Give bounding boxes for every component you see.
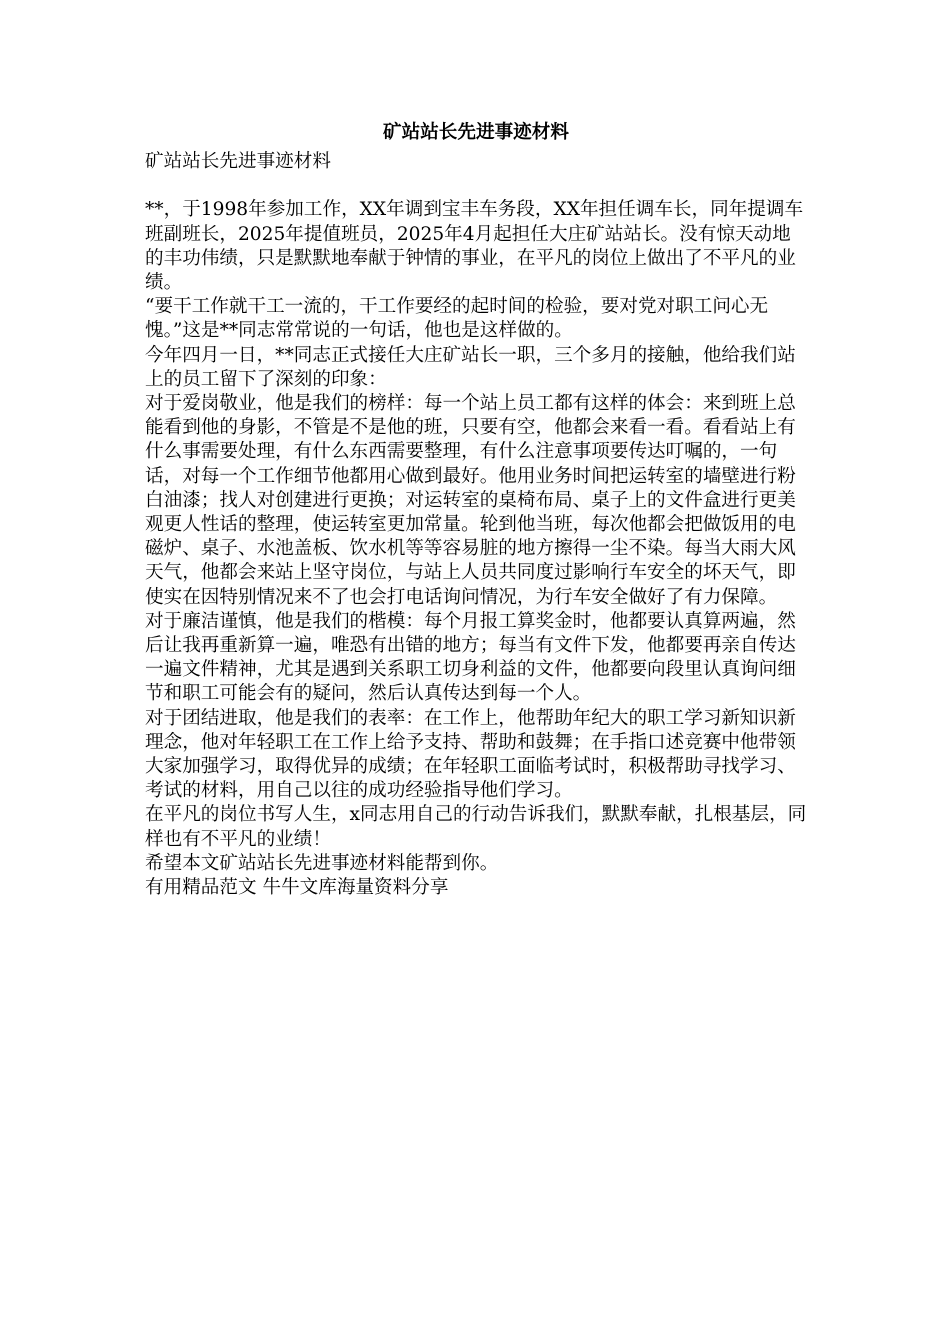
paragraph-appointment: 今年四月一日，**同志正式接任大庄矿站长一职，三个多月的接触，他给我们站上的员工留下了深刻的印象： (145, 344, 796, 390)
paragraph-conclusion: 在平凡的岗位书写人生，x同志用自己的行动告诉我们，默默奉献，扎根基层，同样也有不平凡的业绩！ (145, 804, 807, 850)
document-subtitle: 矿站站长先进事迹材料 (145, 151, 331, 172)
document-title: 矿站站长先进事迹材料 (383, 122, 569, 143)
paragraph-dedication: 对于爱岗敬业，他是我们的榜样：每一个站上员工都有这样的体会：来到班上总能看到他的身影，不管是不是他的班，只要有空，他都会来看一看。看看站上有什么事需要处理，有什么东西需要整理，有什么注意事项要传达叮嘱的，一句话，对每一个工作细节他都用心做到最好。他用业务时间把运转室的墙壁进行粉白油漆；找人对创建进行更换；对运转室的桌椅布局、桌子上的文件盒进行更美观更人性话的整理，使运转室更加常量。轮到他当班，每次他都会把做饭用的电磁炉、桌子、水池盖板、饮水机等等容易脏的地方擦得一尘不染。每当大雨大风天气，他都会来站上坚守岗位，与站上人员共同度过影响行车安全的坏天气，即使实在因特别情况来不了也会打电话询问情况，为行车安全做好了有力保障。 (145, 393, 796, 608)
blank-line (145, 174, 807, 198)
document-page (145, 120, 807, 900)
paragraph-unity: 对于团结进取，他是我们的表率：在工作上，他帮助年纪大的职工学习新知识新理念，他对年轻职工在工作上给予支持、帮助和鼓舞；在手指口述竞赛中他带领大家加强学习，取得优异的成绩；在年轻职工面临考试时，积极帮助寻找学习、考试的材料，用自己以往的成功经验指导他们学习。 (145, 707, 796, 802)
paragraph-integrity: 对于廉洁谨慎，他是我们的楷模：每个月报工算奖金时，他都要认真算两遍，然后让我再重新算一遍，唯恐有出错的地方；每当有文件下发，他都要再亲自传达一遍文件精神，尤其是遇到关系职工切身利益的文件，他都要向段里认真询问细节和职工可能会有的疑问，然后认真传达到每一个人。 (145, 610, 796, 705)
paragraph-closing: 希望本文矿站站长先进事迹材料能帮到你。 (145, 852, 499, 874)
paragraph-intro: **，于1998年参加工作，XX年调到宝丰车务段，XX年担任调车长，同年提调车班副班长，2025年提值班员，2025年4月起担任大庄矿站站长。没有惊天动地的丰功伟绩，只是默默地奉献于钟情的事业，在平凡的岗位上做出了不平凡的业绩。 (145, 199, 804, 293)
paragraph-quote: “要干工作就干工一流的，干工作要经的起时间的检验，要对党对职工问心无愧。”这是**同志常常说的一句话，他也是这样做的。 (145, 296, 769, 342)
paragraph-footer: 有用精品范文 牛牛文库海量资料分享 (145, 877, 449, 899)
